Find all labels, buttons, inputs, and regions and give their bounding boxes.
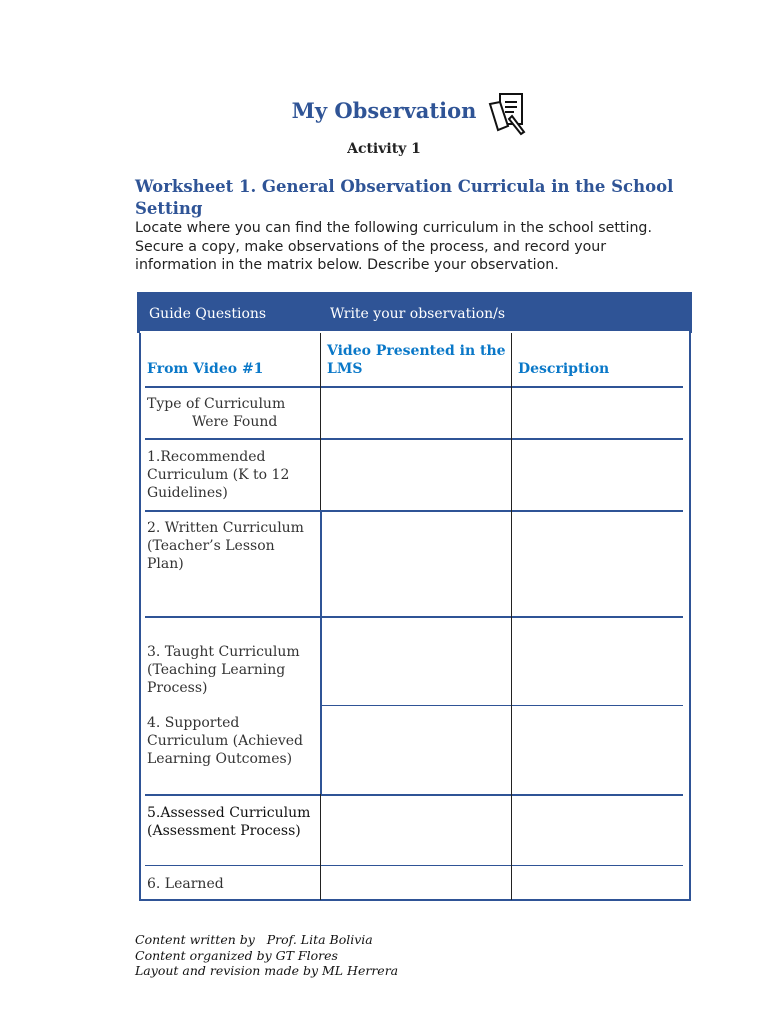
table-header-band [137,292,692,333]
table-row: 6. Learned [147,876,224,892]
title-area [0,90,768,123]
worksheet-title: Worksheet 1. General Observation Curricula in the School Setting [135,177,674,218]
credit-line: Content organized by GT Flores [135,947,338,963]
observation-table [137,292,692,902]
write-observations-header: Write your observation/s [330,306,506,322]
col-header-from-video: From Video #1 [147,361,264,377]
table-row: 5.Assessed Curriculum (Assessment Process) [147,805,311,839]
row-label-line: Type of Curriculum [147,396,286,412]
page-title: My Observation [291,98,477,123]
col-header-description: Description [518,361,610,377]
col-header-video-lms: Video Presented in the LMS [327,343,506,377]
table-row: 4. Supported Curriculum (Achieved Learning Outcomes) [147,715,304,767]
row-label-line: Were Found [192,414,278,430]
activity-subtitle: Activity 1 [347,141,421,157]
credits [135,932,398,979]
document-pen-icon [486,92,528,136]
credit-line: Content written by Prof. Lita Bolivia [135,932,373,947]
worksheet-instructions: Locate where you can find the following curriculum in the school setting. Secure a copy, make observations of the process, and record your information in the matrix below. Describe your observation. [135,220,652,273]
guide-questions-header: Guide Questions [149,306,267,322]
table-row: 3. Taught Curriculum (Teaching Learning Process) [147,644,300,696]
credit-line: Layout and revision made by ML Herrera [135,963,399,978]
table-row [147,395,317,431]
table-row: 2. Written Curriculum (Teacher’s Lesson Plan) [147,520,304,572]
table-row: 1.Recommended Curriculum (K to 12 Guidelines) [147,449,290,501]
